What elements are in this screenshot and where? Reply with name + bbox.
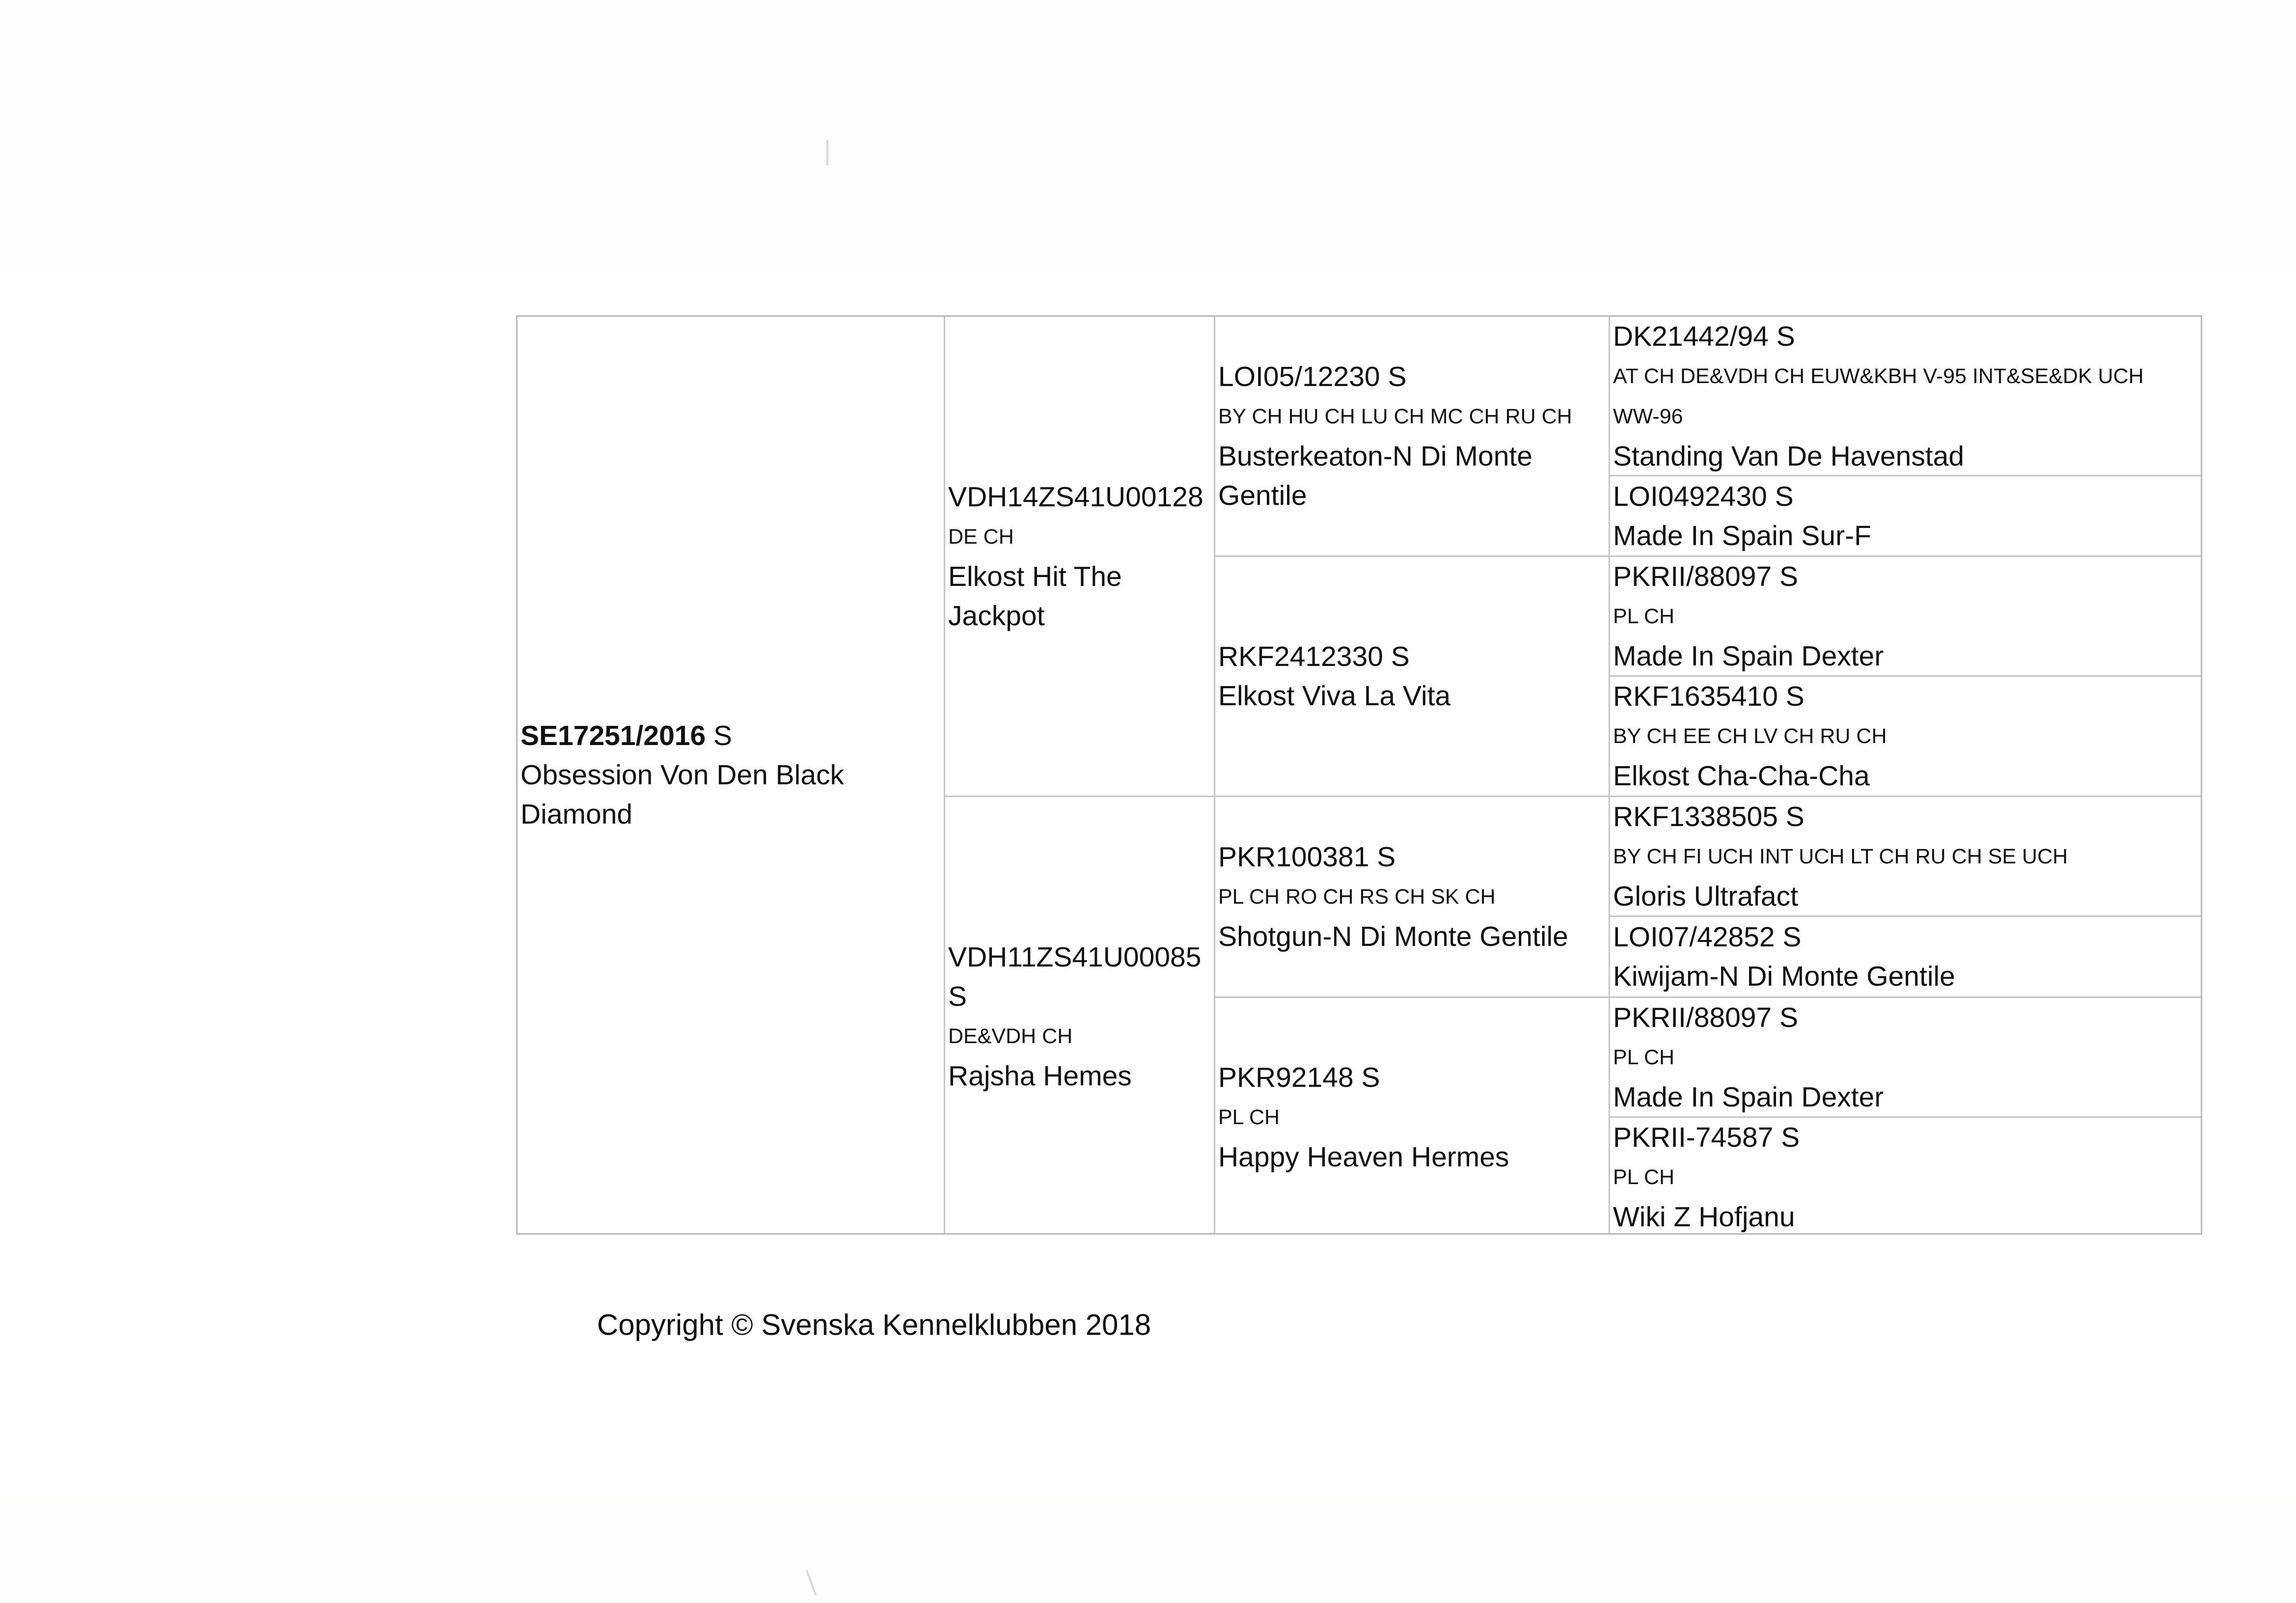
ddd-name: Wiki Z Hofjanu (1613, 1201, 1795, 1233)
sire-name: Elkost Hit The Jackpot (948, 560, 1122, 632)
generation-grandparents (1214, 317, 1609, 1233)
copyright-notice: Copyright © Svenska Kennelklubben 2018 (597, 1308, 1151, 1341)
ds-name: Shotgun-N Di Monte Gentile (1218, 921, 1568, 952)
dam-cell (945, 796, 1214, 1236)
ss-title: BY CH HU CH LU CH MC CH RU CH (1218, 405, 1572, 428)
sire-title: DE CH (948, 525, 1014, 549)
ds-title: PL CH RO CH RS CH SK CH (1218, 885, 1496, 909)
great-grandparent-cell (1610, 555, 2201, 675)
dog-reg-suffix: S (706, 720, 733, 751)
sss-reg: DK21442/94 S (1613, 321, 1795, 352)
dds-title: PL CH (1613, 1045, 1675, 1069)
ssd-reg: LOI0492430 S (1613, 480, 1794, 512)
sd-name: Elkost Viva La Vita (1218, 680, 1451, 712)
sire-reg: VDH14ZS41U00128 (948, 481, 1203, 513)
sds-name: Made In Spain Dexter (1613, 640, 1884, 672)
grandparent-cell (1215, 996, 1609, 1236)
sss-name: Standing Van De Havenstad (1613, 441, 1965, 472)
grandparent-cell (1215, 796, 1609, 996)
generation-great-grandparents (1609, 317, 2201, 1233)
sdd-reg: RKF1635410 S (1613, 681, 1804, 712)
scan-mark (826, 140, 828, 166)
generation-dog (518, 317, 944, 1233)
dss-reg: RKF1338505 S (1613, 801, 1804, 832)
pedigree-table (516, 315, 2202, 1235)
ssd-name: Made In Spain Sur-F (1613, 520, 1871, 552)
dd-title: PL CH (1218, 1105, 1280, 1129)
dss-title: BY CH FI UCH INT UCH LT CH RU CH SE UCH (1613, 844, 2068, 868)
sdd-title: BY CH EE CH LV CH RU CH (1613, 724, 1887, 748)
ss-name: Busterkeaton-N Di Monte Gentile (1218, 441, 1532, 511)
dss-name: Gloris Ultrafact (1613, 880, 1798, 912)
great-grandparent-cell (1610, 475, 2201, 555)
dog-cell (518, 317, 944, 1233)
great-grandparent-cell (1610, 915, 2201, 996)
dam-name: Rajsha Hemes (948, 1060, 1132, 1092)
dog-reg-number: SE17251/2016 (520, 720, 706, 751)
sss-title: AT CH DE&VDH CH EUW&KBH V-95 INT&SE&DK UCH WW-96 (1613, 364, 2144, 428)
ds-reg: PKR100381 S (1218, 841, 1396, 873)
dsd-name: Kiwijam-N Di Monte Gentile (1613, 961, 1955, 992)
dsd-reg: LOI07/42852 S (1613, 921, 1802, 953)
sd-reg: RKF2412330 S (1218, 641, 1410, 672)
dog-reg-line (520, 716, 944, 755)
great-grandparent-cell (1610, 675, 2201, 796)
great-grandparent-cell (1610, 1116, 2201, 1236)
dam-reg: VDH11ZS41U00085 S (948, 941, 1202, 1012)
ss-reg: LOI05/12230 S (1218, 361, 1407, 392)
great-grandparent-cell (1610, 317, 2201, 475)
grandparent-cell (1215, 317, 1609, 555)
dds-name: Made In Spain Dexter (1613, 1081, 1884, 1113)
dd-name: Happy Heaven Hermes (1218, 1141, 1509, 1173)
sds-title: PL CH (1613, 604, 1675, 628)
ddd-reg: PKRII-74587 S (1613, 1121, 1800, 1153)
dam-title: DE&VDH CH (948, 1024, 1073, 1048)
scan-mark (806, 1570, 817, 1596)
sire-cell (945, 317, 1214, 796)
generation-parents (944, 317, 1214, 1233)
sds-reg: PKRII/88097 S (1613, 560, 1799, 592)
dd-reg: PKR92148 S (1218, 1061, 1380, 1093)
great-grandparent-cell (1610, 996, 2201, 1116)
great-grandparent-cell (1610, 796, 2201, 915)
sdd-name: Elkost Cha-Cha-Cha (1613, 760, 1870, 792)
dog-name: Obsession Von Den Black Diamond (520, 759, 845, 830)
dds-reg: PKRII/88097 S (1613, 1001, 1799, 1033)
grandparent-cell (1215, 555, 1609, 796)
ddd-title: PL CH (1613, 1165, 1675, 1189)
